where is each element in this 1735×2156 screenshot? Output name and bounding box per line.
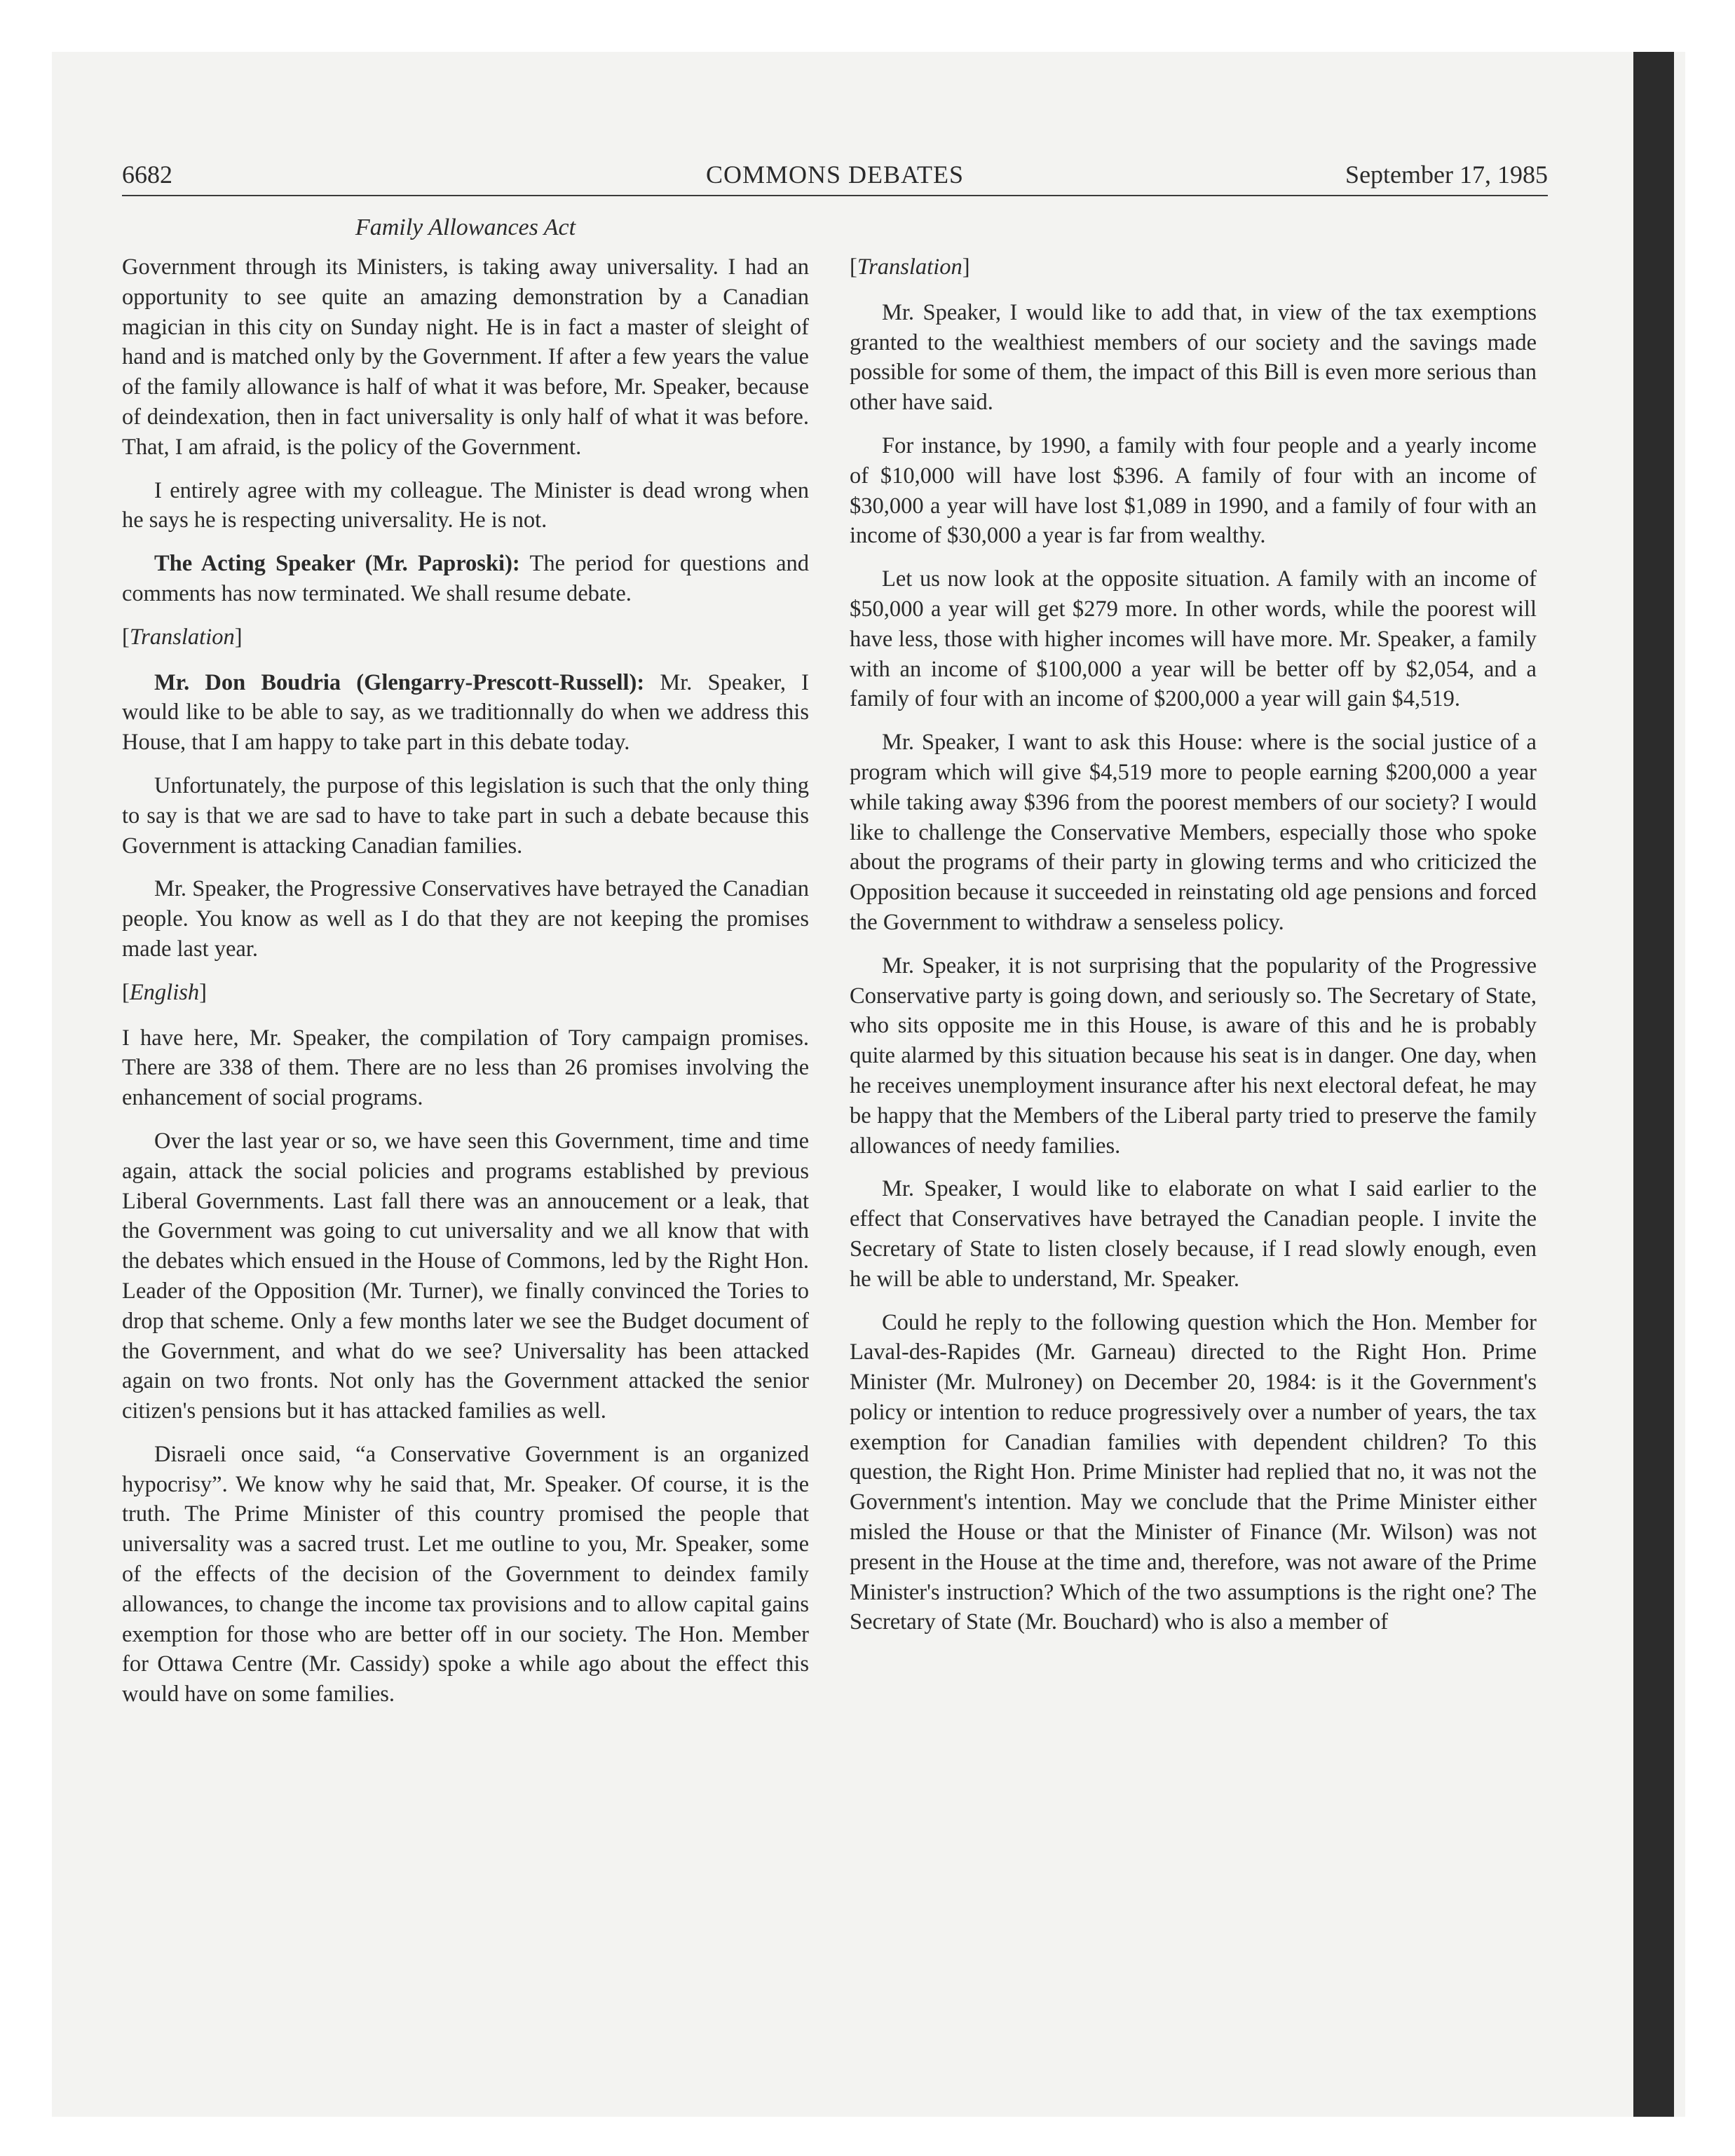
running-head: Family Allowances Act <box>355 214 576 240</box>
speech-text: Mr. Speaker, I would like to be able to say, as we traditionnally do when we address this House, that I am happy to take part in this debate today. <box>122 669 809 756</box>
speaker-name: The Acting Speaker (Mr. Paproski): <box>154 551 520 577</box>
speech-paragraph <box>122 549 809 609</box>
body-paragraph: For instance, by 1990, a family with four people and a yearly income of $10,000 will have lost $396. A family of four with an income of $30,000 a year will have lost $1,089 in 1990, and a family of four with an income of $30,000 a year is far from wealthy. <box>850 432 1537 549</box>
language-marker-text: Translation <box>129 624 235 650</box>
body-paragraph: Mr. Speaker, I want to ask this House: where is the social justice of a program which will give $4,519 more to people earning $200,000 a year while taking away $396 from the poorest members of our society? I would like to challenge the Conservative Members, especially those who spoke about the programs of their party in glowing terms and who criticized the Opposition because it succeeded in reinstating old age pensions and forced the Government to withdraw a senseless policy. <box>850 730 1537 935</box>
body-paragraph: Unfortunately, the purpose of this legislation is such that the only thing to say is that we are sad to have to take part in such a debate because this Government is attacking Canadian families. <box>122 772 809 859</box>
publication-date: September 17, 1985 <box>1345 161 1548 189</box>
body-paragraph: Mr. Speaker, it is not surprising that the popularity of the Progressive Conservative party is going down, and seriously so. The Secretary of State, who sits opposite me in this House, is aware of this and he is probably quite alarmed by this situation because his seat is in danger. One day, when he receives unemployment insurance after his next electoral defeat, he may be happy that the Members of the Liberal party tried to preserve the family allowances of needy families. <box>850 953 1537 1159</box>
speech-text: The period for questions and comments has now terminated. We shall resume debate. <box>122 551 809 606</box>
speaker-name: Mr. Don Boudria (Glengarry-Prescott-Russell): <box>154 669 645 695</box>
body-paragraph: Mr. Speaker, I would like to elaborate on what I said earlier to the effect that Conservatives have betrayed the Canadian people. I invite the Secretary of State to listen closely because, if I read slowly enough, even he will be able to understand, Mr. Speaker. <box>850 1176 1537 1292</box>
body-paragraph: Mr. Speaker, the Progressive Conservatives have betrayed the Canadian people. You know as well as I do that they are not keeping the promises made last year. <box>122 876 809 962</box>
language-marker: [English] <box>122 979 207 1005</box>
language-marker-text: Translation <box>857 254 962 280</box>
header-rule <box>122 195 1548 196</box>
body-paragraph: Let us now look at the opposite situation. A family with an income of $50,000 a year will get $279 more. In other words, while the poorest will have less, those with higher incomes will have more. Mr. Speaker, a family with an income of $100,000 a year will be better off by $2,054, and a family of four with an income of $200,000 a year will gain $4,519. <box>850 566 1537 712</box>
language-marker: [Translation] <box>122 624 243 650</box>
page-number: 6682 <box>122 161 172 189</box>
language-marker-text: English <box>129 979 200 1005</box>
body-paragraph: Disraeli once said, “a Conservative Government is an organized hypocrisy”. We know why he said that, Mr. Speaker. Of course, it is the truth. The Prime Minister of this country promised the people that universality was a sacred trust. Let me outline to you, Mr. Speaker, some of the effects of the decision of the Government to deindex family allowances, to change the income tax provisions and to allow capital gains exemption for those who are better off in our society. The Hon. Member for Ottawa Centre (Mr. Cassidy) spoke a while ago about the effect this would have on some families. <box>122 1441 809 1707</box>
scan-edge-shadow <box>1633 52 1674 2117</box>
body-paragraph: I entirely agree with my colleague. The Minister is dead wrong when he says he is respecting universality. He is not. <box>122 477 809 533</box>
left-column <box>122 252 809 1723</box>
body-paragraph: I have here, Mr. Speaker, the compilation of Tory campaign promises. There are 338 of them. There are no less than 26 promises involving the enhancement of social programs. <box>122 1025 809 1111</box>
language-marker: [Translation] <box>850 254 970 280</box>
body-paragraph: Over the last year or so, we have seen this Government, time and time again, attack the social policies and programs established by previous Liberal Governments. Last fall there was an annoucement or a leak, that the Government was going to cut universality and we all know that with the debates which ensued in the House of Commons, led by the Right Hon. Leader of the Opposition (Mr. Turner), we finally convinced the Tories to drop that scheme. Only a few months later we see the Budget document of the Government, and what do we see? Universality has been attacked again on two fronts. Not only has the Government attacked the senior citizen's pensions but it has attacked families as well. <box>122 1128 809 1424</box>
body-paragraph: Could he reply to the following question which the Hon. Member for Laval-des-Rapides (Mr. Garneau) directed to the Right Hon. Prime Minister (Mr. Mulroney) on December 20, 1984: is it the Government's policy or intention to reduce progressively over a number of years, the tax exemption for Canadian families with dependent children? To this question, the Right Hon. Prime Minister had replied that no, it was not the Government's intention. May we conclude that the Prime Minister either misled the House or that the Minister of Finance (Mr. Wilson) was not present in the House at the time and, therefore, was not aware of the Prime Minister's instruction? Which of the two assumptions is the right one? The Secretary of State (Mr. Bouchard) who is also a member of <box>850 1309 1537 1635</box>
page-header <box>122 160 1548 195</box>
body-paragraph: Mr. Speaker, I would like to add that, in view of the tax exemptions granted to the wealthiest members of our society and the savings made possible for some of them, the impact of this Bill is even more serious than other have said. <box>850 299 1537 416</box>
body-paragraph: Government through its Ministers, is taking away universality. I had an opportunity to see quite an amazing demonstration by a Canadian magician in this city on Sunday night. He is in fact a master of sleight of hand and is matched only by the Government. If after a few years the value of the family allowance is half of what it was before, Mr. Speaker, because of deindexation, then in fact universality is only half of what it was before. That, I am afraid, is the policy of the Government. <box>122 254 809 460</box>
right-column <box>850 252 1537 1651</box>
speech-paragraph <box>122 668 809 758</box>
publication-title: COMMONS DEBATES <box>705 161 965 189</box>
